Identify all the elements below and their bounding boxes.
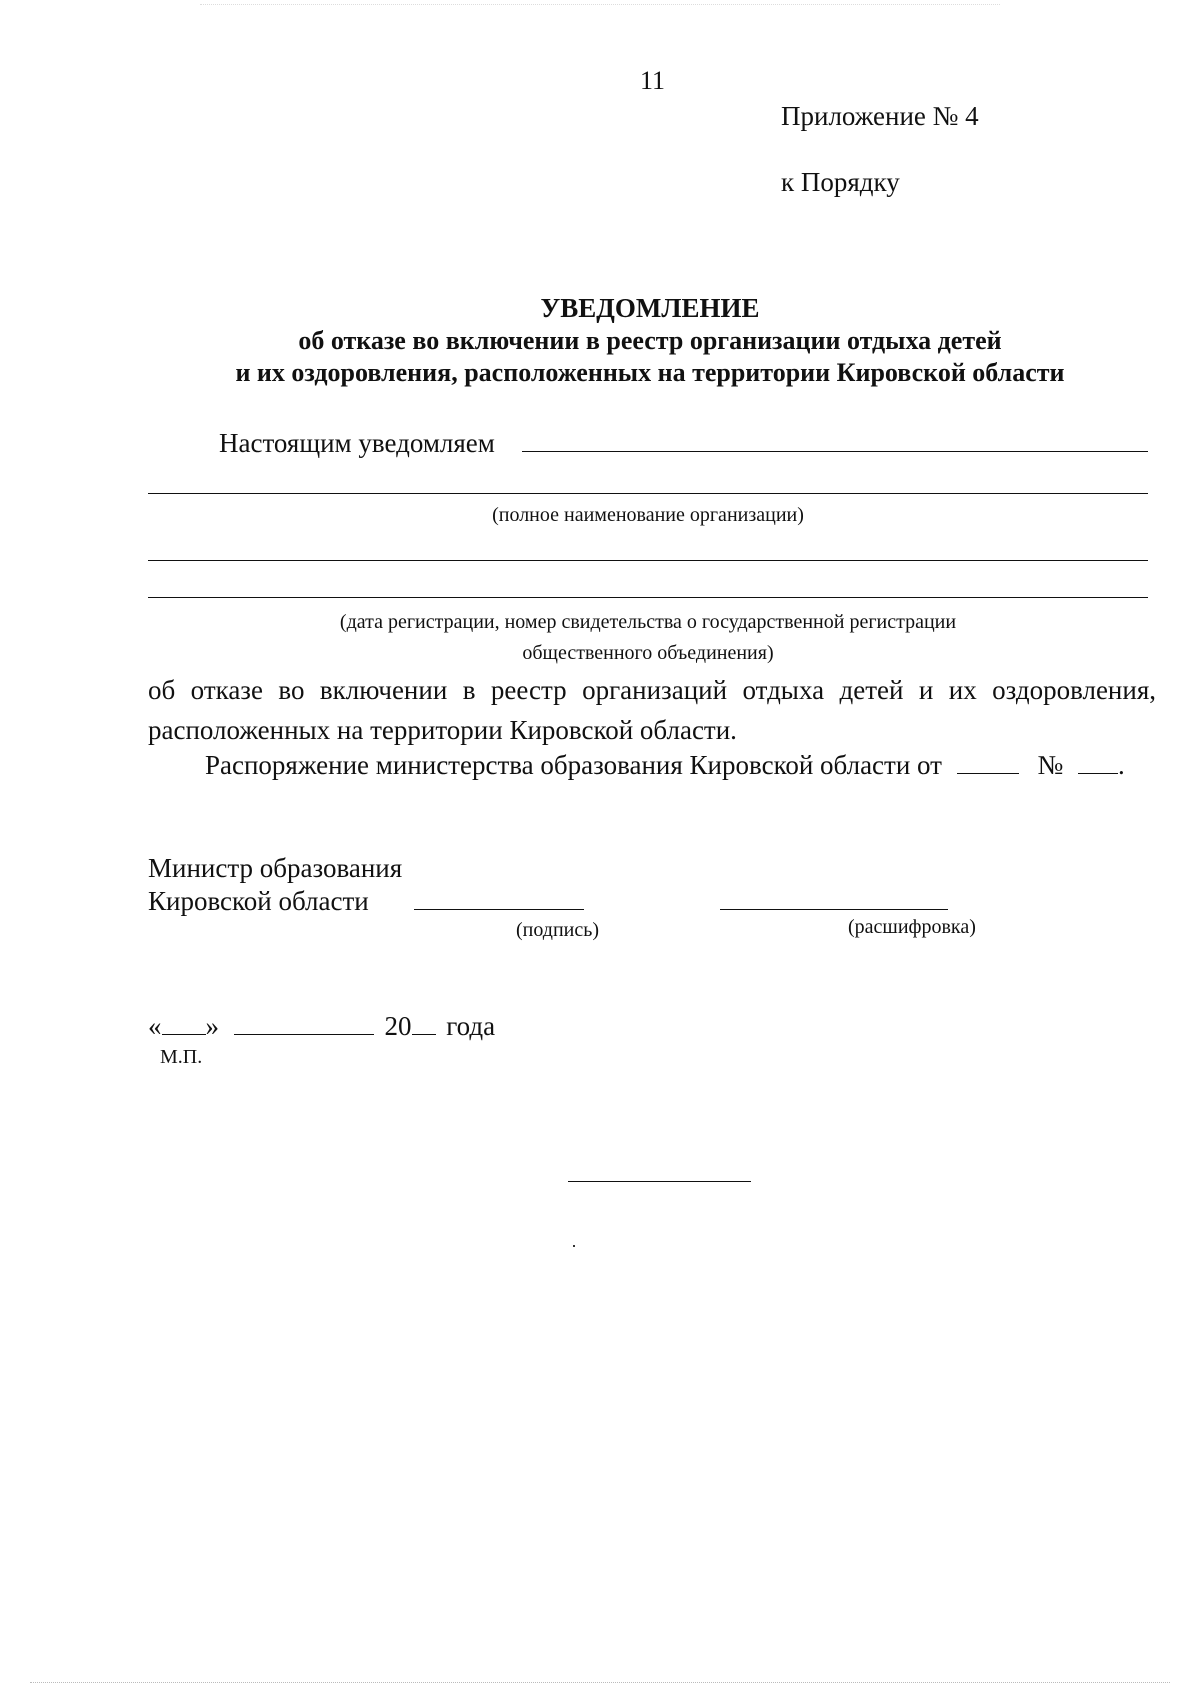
signatory-position-line1: Министр образования (148, 853, 403, 883)
registration-field-line-2[interactable] (148, 597, 1148, 598)
closing-separator-line (568, 1181, 751, 1182)
refusal-text-line2: расположенных на территории Кировской области. (148, 715, 737, 745)
appendix-reference: к Порядку (781, 167, 900, 197)
order-line (205, 749, 1125, 781)
document-subtitle-line1: об отказе во включении в реестр организации отдыха детей (298, 326, 1002, 355)
refusal-text-line1: об отказе во включении в реестр организаций отдыха детей и их оздоровления, (148, 675, 1156, 705)
date-year-field[interactable] (412, 1012, 436, 1035)
appendix-number: Приложение № 4 (781, 101, 979, 131)
date-year-suffix: года (446, 1011, 496, 1041)
order-number-sign: № (1037, 750, 1064, 780)
registration-field-line-1[interactable] (148, 560, 1148, 561)
signature-field-line[interactable] (414, 909, 584, 910)
notify-label: Настоящим уведомляем (219, 428, 495, 458)
scan-artifact-top (200, 4, 1000, 5)
scan-speck (573, 1245, 575, 1247)
registration-caption-line2: общественного объединения) (522, 642, 774, 664)
order-text: Распоряжение министерства образования Кировской области от (205, 750, 942, 780)
order-date-field[interactable] (957, 751, 1019, 774)
signature-caption: (подпись) (516, 919, 600, 941)
organization-field-line-2[interactable] (148, 493, 1148, 494)
registration-caption-line1: (дата регистрации, номер свидетельства о государственной регистрации (339, 611, 957, 633)
document-title: УВЕДОМЛЕНИЕ (540, 293, 760, 323)
order-number-field[interactable] (1078, 751, 1118, 774)
date-close-quote: » (205, 1011, 219, 1041)
order-end-period: . (1118, 750, 1125, 780)
date-day-field[interactable] (162, 1012, 206, 1035)
date-line (148, 1010, 495, 1042)
stamp-placeholder: М.П. (160, 1046, 203, 1068)
date-year-prefix: 20 (384, 1011, 412, 1041)
document-subtitle-line2: и их оздоровления, расположенных на территории Кировской области (235, 358, 1065, 387)
organization-name-caption: (полное наименование организации) (492, 504, 804, 526)
scan-artifact-bottom (30, 1682, 1170, 1683)
page-number: 11 (640, 66, 666, 95)
date-open-quote: « (148, 1011, 162, 1041)
date-month-field[interactable] (234, 1012, 374, 1035)
signatory-position-line2: Кировской области (148, 886, 369, 916)
decoding-field-line[interactable] (720, 909, 948, 910)
organization-field-line-1[interactable] (522, 451, 1148, 452)
decoding-caption: (расшифровка) (848, 916, 976, 938)
